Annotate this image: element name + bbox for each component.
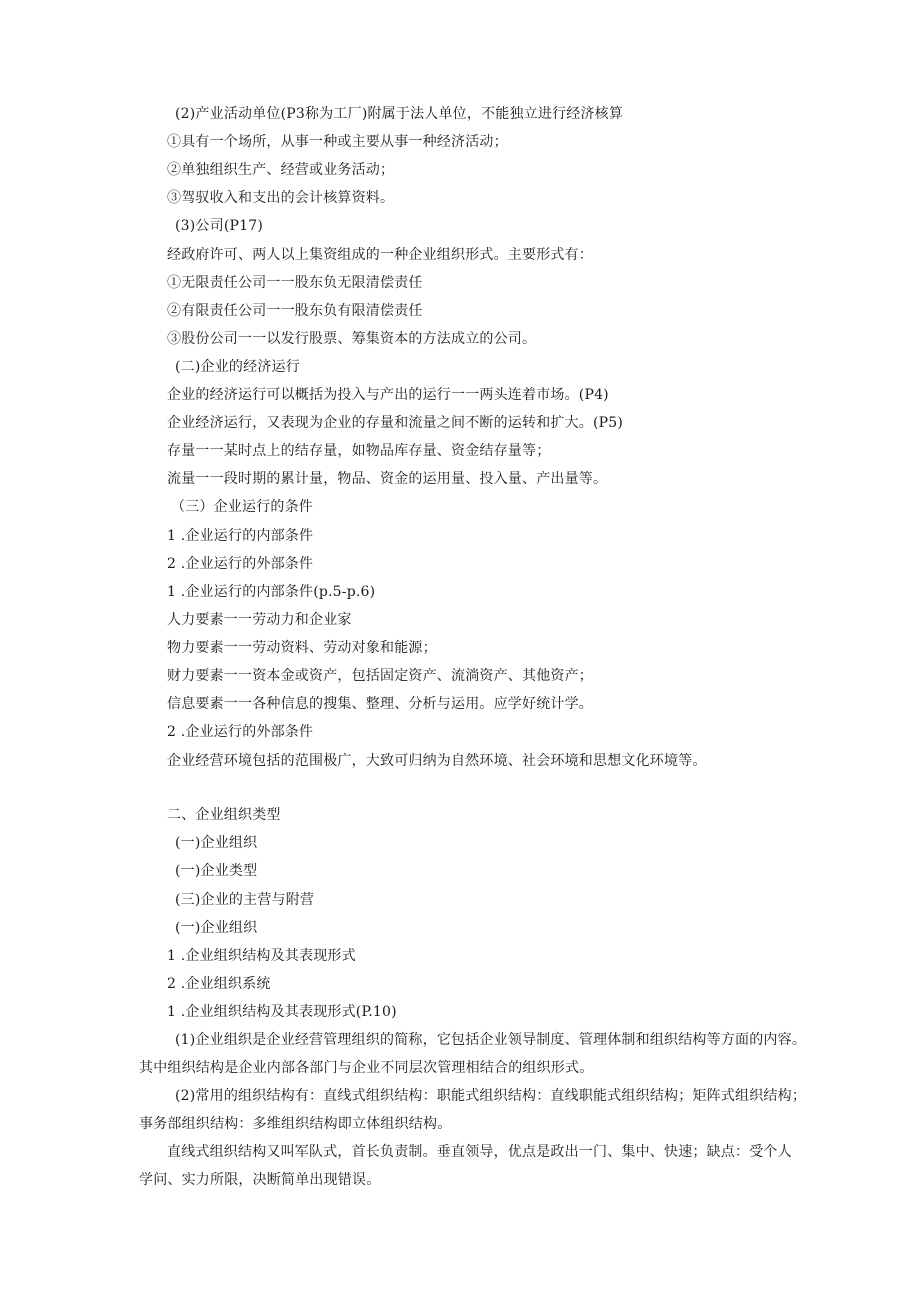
- text-line: 学问、实力所限，决断简单出现错误。: [139, 1172, 381, 1188]
- text-line: 企业的经济运行可以概括为投入与产出的运行一一两头连着市场。(P4): [167, 387, 609, 403]
- text-line: (2)产业活动单位(P3称为工厂)附属于法人单位，不能独立进行经济核算: [175, 106, 624, 122]
- text-line: 流量一一段时期的累计量，物品、资金的运用量、投入量、产出量等。: [167, 471, 608, 487]
- text-line: (一)企业组织: [175, 920, 258, 936]
- section-heading: 二、企业组织类型: [167, 807, 281, 823]
- text-line: 2 .企业运行的外部条件: [167, 556, 314, 572]
- text-line: 经政府许可、两人以上集资组成的一种企业组织形式。主要形式有：: [167, 247, 593, 263]
- text-line: (一)企业组织: [175, 835, 258, 851]
- text-line: (二)企业的经济运行: [175, 359, 300, 375]
- text-line: （三）企业运行的条件: [171, 499, 313, 515]
- text-line: (一)企业类型: [175, 863, 258, 879]
- text-line: 1 .企业运行的内部条件: [167, 528, 314, 544]
- text-line: 其中组织结构是企业内部各部门与企业不同层次管理相结合的组织形式。: [139, 1060, 594, 1076]
- text-line: 人力要素一一劳动力和企业家: [167, 612, 352, 628]
- text-line: 1 .企业组织结构及其表现形式: [167, 948, 356, 964]
- text-line: 1 .企业组织结构及其表现形式(P.10): [167, 1004, 397, 1020]
- text-line: ③股份公司一一以发行股票、筹集资本的方法成立的公司。: [167, 331, 537, 347]
- text-line: 财力要素一一资本金或资产，包括固定资产、流淌资产、其他资产；: [167, 668, 593, 684]
- text-line: ②单独组织生产、经营或业务活动；: [167, 162, 395, 178]
- text-line: ①具有一个场所，从事一种或主要从事一种经济活动；: [167, 134, 508, 150]
- text-line: 企业经营环境包括的范围极广，大致可归纳为自然环境、社会环境和思想文化环境等。: [167, 753, 707, 769]
- text-line: ③驾驭收入和支出的会计核算资料。: [167, 190, 395, 206]
- text-line: 2 .企业组织系统: [167, 976, 271, 992]
- text-line: (3)公司(P17): [175, 218, 263, 234]
- text-line: (1)企业组织是企业经营管理组织的简称，它包括企业领导制度、管理体制和组织结构等方面的内容。: [175, 1032, 807, 1048]
- text-line: (三)企业的主营与附营: [175, 892, 315, 908]
- text-line: 物力要素一一劳动资料、劳动对象和能源；: [167, 640, 437, 656]
- text-line: 直线式组织结构又叫军队式，首长负责制。垂直领导，优点是政出一门、集中、快速；缺点：受个人: [167, 1144, 792, 1160]
- text-line: 存量一一某时点上的结存量，如物品库存量、资金结存量等；: [167, 443, 551, 459]
- text-line: 2 .企业运行的外部条件: [167, 724, 314, 740]
- text-line: (2)常用的组织结构有：直线式组织结构：职能式组织结构：直线职能式组织结构；矩阵式组织结构；: [175, 1088, 807, 1104]
- text-line: ②有限责任公司一一股东负有限清偿责任: [167, 303, 423, 319]
- text-line: 事务部组织结构：多维组织结构即立体组织结构。: [139, 1116, 452, 1132]
- text-line: 企业经济运行，又表现为企业的存量和流量之间不断的运转和扩大。(P5): [167, 415, 624, 431]
- text-line: ①无限责任公司一一股东负无限清偿责任: [167, 275, 423, 291]
- text-line: 1 .企业运行的内部条件(p.5-p.6): [167, 584, 376, 600]
- text-line: 信息要素一一各种信息的搜集、整理、分析与运用。应学好统计学。: [167, 696, 593, 712]
